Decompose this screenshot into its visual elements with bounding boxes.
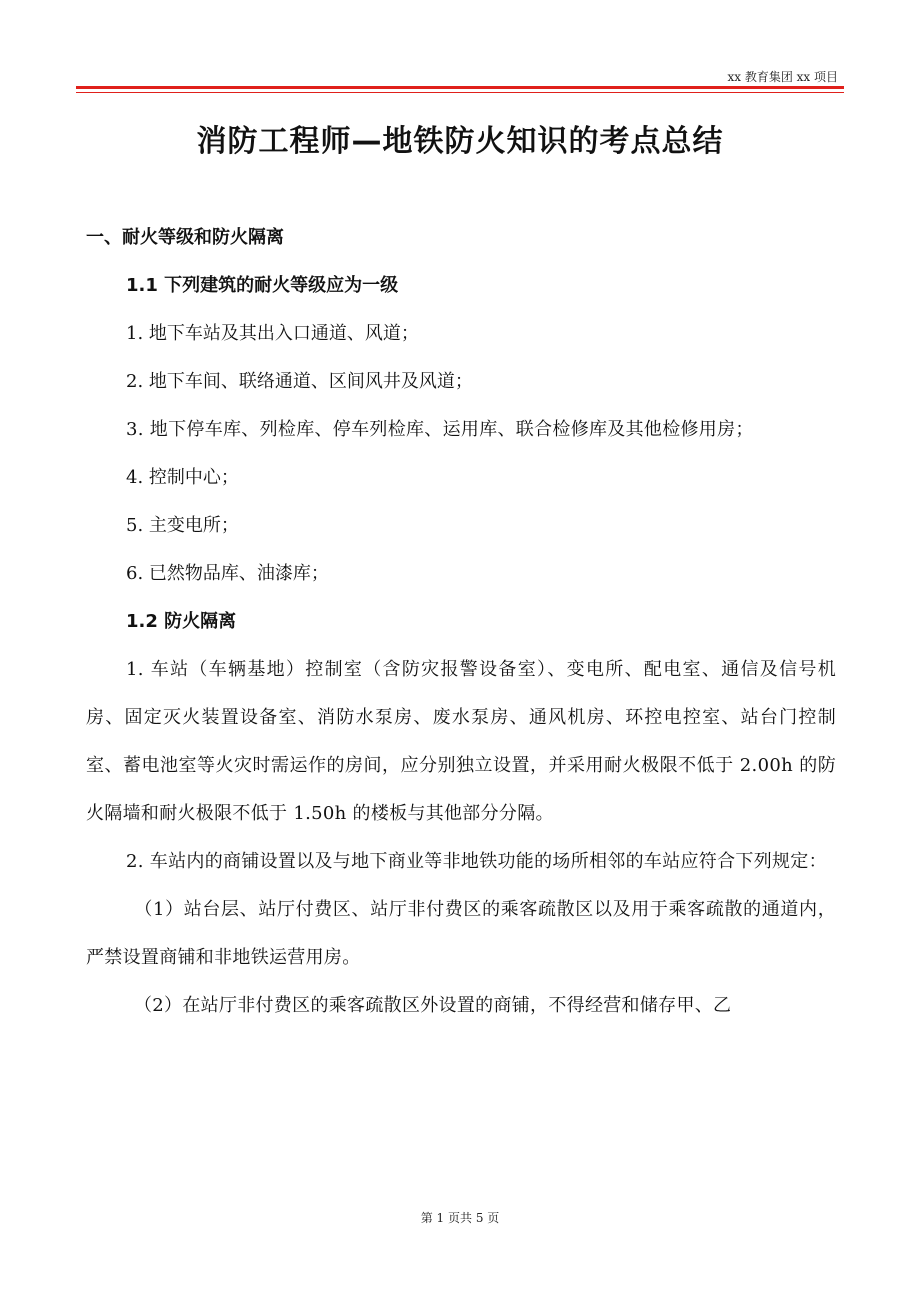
paragraph: （1）站台层、站厅付费区、站厅非付费区的乘客疏散区以及用于乘客疏散的通道内，严禁设置商铺和非地铁运营用房。 — [86, 899, 836, 968]
paragraph: 1. 车站（车辆基地）控制室（含防灾报警设备室）、变电所、配电室、通信及信号机房、固定灭火装置设备室、消防水泵房、废水泵房、通风机房、环控电控室、站台门控制室、蓄电池室等火灾时需运作的房间，应分别独立设置，并采用耐火极限不低于 2.00h 的防火隔墙和耐火极限不低于 1.50h 的楼板与其他部分分隔。 — [86, 659, 836, 824]
list-item: 4. 控制中心； — [126, 467, 239, 488]
footer-page-info: 第 1 页共 5 页 — [420, 1211, 500, 1225]
list-item: 5. 主变电所； — [126, 515, 239, 536]
list-item: 2. 地下车间、联络通道、区间风井及风道； — [126, 371, 473, 392]
subsection-heading-1-1: 1.1 下列建筑的耐火等级应为一级 — [126, 275, 399, 296]
document-body — [86, 214, 836, 1030]
list-item: 6. 已然物品库、油漆库； — [126, 563, 329, 584]
header-rule-thick — [76, 86, 844, 89]
subsection-heading-1-2: 1.2 防火隔离 — [126, 611, 237, 632]
paragraph: （2）在站厅非付费区的乘客疏散区外设置的商铺，不得经营和储存甲、乙 — [134, 995, 732, 1016]
header-org-label: xx 教育集团 xx 项目 — [727, 70, 838, 84]
header-rule-thin — [76, 92, 844, 93]
list-item: 1. 地下车站及其出入口通道、风道； — [126, 323, 419, 344]
paragraph: 2. 车站内的商铺设置以及与地下商业等非地铁功能的场所相邻的车站应符合下列规定： — [126, 851, 827, 872]
list-item-wrapped: 3. 地下停车库、列检库、停车列检库、运用库、联合检修库及其他检修用房； — [126, 419, 754, 440]
section-heading: 一、耐火等级和防火隔离 — [86, 227, 284, 248]
document-title: 消防工程师—地铁防火知识的考点总结 — [196, 124, 724, 159]
